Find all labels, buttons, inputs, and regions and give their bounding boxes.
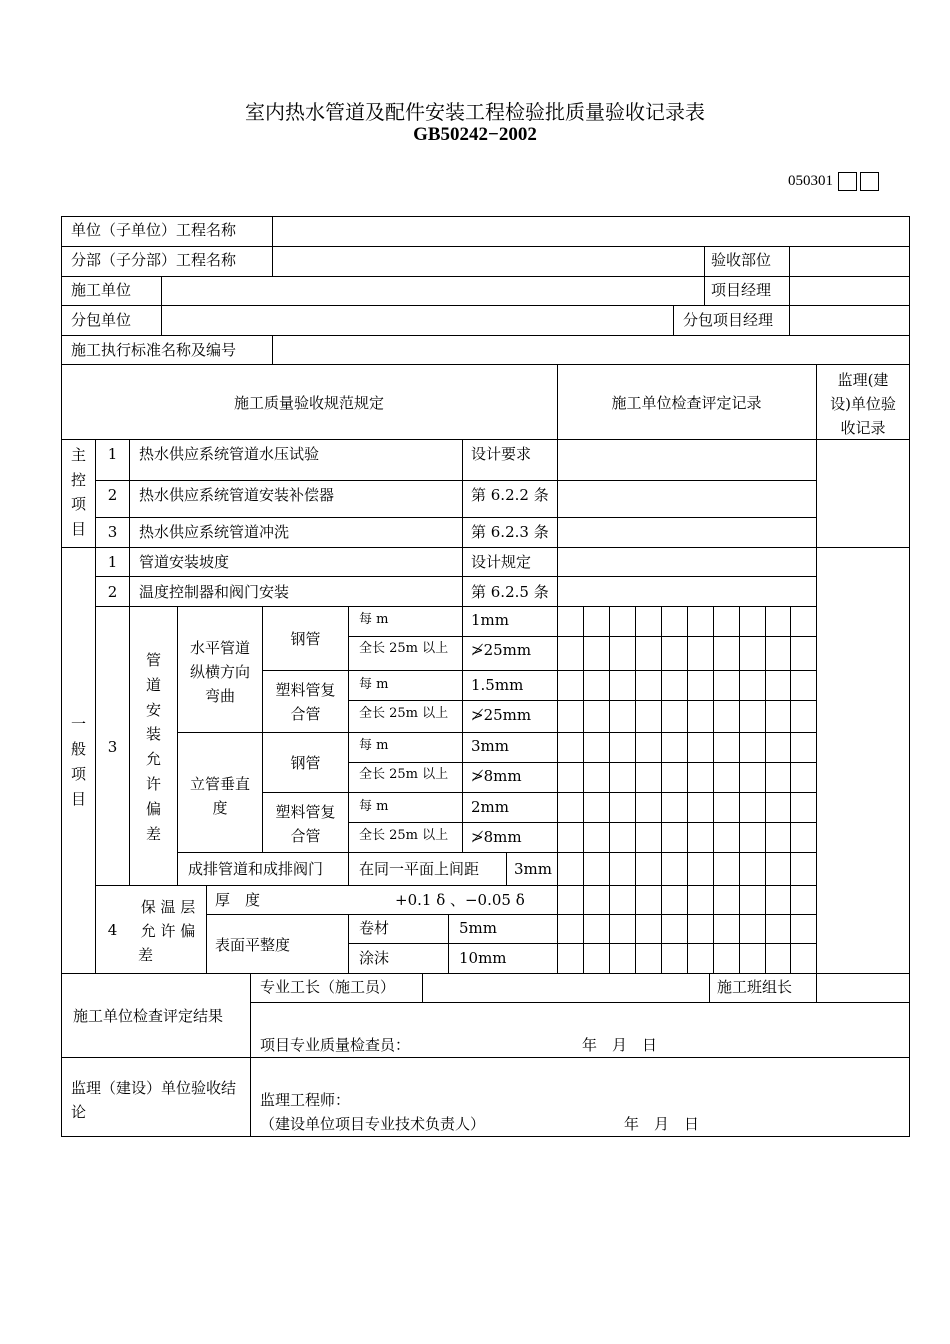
gen-item-no: 4 xyxy=(107,921,118,939)
table-rule xyxy=(61,335,910,336)
table-rule xyxy=(687,606,688,974)
thickness-label: 厚 度 xyxy=(215,891,261,909)
gen-item-no: 3 xyxy=(107,738,118,756)
table-rule xyxy=(61,216,62,1137)
date-2: 年 月 日 xyxy=(624,1115,700,1133)
table-rule xyxy=(272,216,273,247)
unit-project-label: 单位（子单位）工程名称 xyxy=(71,221,237,239)
roll-value: 5mm xyxy=(459,919,497,937)
per-m-label: 每 m xyxy=(359,612,389,627)
ins-line: 差 xyxy=(138,946,154,964)
per-m-label: 每 m xyxy=(359,677,389,692)
construction-unit-label: 施工单位 xyxy=(71,281,132,299)
page-title: 室内热水管道及配件安装工程检验批质量验收记录表 xyxy=(245,100,705,124)
table-rule xyxy=(506,852,507,886)
full-length-label: 全长 25m 以上 xyxy=(359,706,449,721)
per-m-label: 每 m xyxy=(359,738,389,753)
table-rule xyxy=(95,576,817,577)
cat-char: 允 xyxy=(145,750,161,769)
table-rule xyxy=(609,606,610,974)
mc-item-no: 3 xyxy=(107,523,118,541)
tolerance-value: ≯8mm xyxy=(471,767,522,785)
cat-char: 安 xyxy=(145,700,161,719)
hz-line: 纵横方向 xyxy=(189,663,250,681)
table-rule xyxy=(713,606,714,974)
table-rule xyxy=(61,973,910,974)
table-rule xyxy=(789,305,790,336)
ins-line: 保 温 层 xyxy=(140,898,196,916)
hz-line: 弯曲 xyxy=(204,687,235,705)
table-rule xyxy=(262,670,817,671)
subcontract-manager-label: 分包项目经理 xyxy=(683,311,774,329)
full-length-label: 全长 25m 以上 xyxy=(359,767,449,782)
coat-label: 涂沫 xyxy=(359,949,390,967)
table-rule xyxy=(61,364,910,365)
table-rule xyxy=(348,606,349,886)
mc-item-name: 热水供应系统管道水压试验 xyxy=(139,445,320,463)
tolerance-value: ≯8mm xyxy=(471,828,522,846)
inspector-label: 项目专业质量检查员： xyxy=(260,1036,411,1054)
mc-item-name: 热水供应系统管道冲洗 xyxy=(139,523,290,541)
table-rule xyxy=(61,1057,910,1058)
table-rule xyxy=(789,246,790,277)
table-rule xyxy=(61,246,910,247)
supervision-line-2: 设)单位验 xyxy=(830,395,896,413)
per-m-label: 每 m xyxy=(359,799,389,814)
table-rule xyxy=(206,885,207,974)
hz-line: 水平管道 xyxy=(189,639,250,657)
gen-item-name: 管道安装坡度 xyxy=(139,553,230,571)
cat-char: 许 xyxy=(145,774,161,793)
table-rule xyxy=(262,792,817,793)
gen-item-name: 温度控制器和阀门安装 xyxy=(139,583,290,601)
foreman-label: 专业工长（施工员） xyxy=(260,978,396,996)
team-leader-label: 施工班组长 xyxy=(717,978,793,996)
table-rule xyxy=(61,439,910,440)
tolerance-value: ≯25mm xyxy=(471,706,532,724)
sub-project-label: 分部（子分部）工程名称 xyxy=(71,251,237,269)
main-control-group-label xyxy=(62,443,95,541)
code-box-2[interactable] xyxy=(860,172,879,191)
tolerance-value: ≯25mm xyxy=(471,641,532,659)
mc-item-no: 2 xyxy=(107,486,118,504)
table-rule xyxy=(816,364,817,974)
thickness-value: +0.1 δ 、−0.05 δ xyxy=(395,891,525,909)
table-rule xyxy=(161,276,162,306)
supervision-column-header xyxy=(817,368,909,440)
table-rule xyxy=(250,1002,910,1003)
project-manager-label: 项目经理 xyxy=(711,281,772,299)
table-rule xyxy=(816,973,817,1003)
insulation-category xyxy=(130,895,206,967)
coat-value: 10mm xyxy=(459,949,507,967)
standard-code: GB50242−2002 xyxy=(413,124,537,145)
table-rule xyxy=(61,276,910,277)
standard-name-label: 施工执行标准名称及编号 xyxy=(71,341,237,359)
mc-char: 主 xyxy=(70,446,86,464)
mc-char: 控 xyxy=(70,470,86,489)
table-rule xyxy=(348,914,349,974)
table-rule xyxy=(206,914,817,915)
mc-char: 项 xyxy=(70,495,86,513)
gen-item-no: 1 xyxy=(107,553,118,571)
cat-char: 装 xyxy=(145,725,161,744)
table-rule xyxy=(61,305,910,306)
plastic-pipe-label xyxy=(263,678,348,726)
table-rule xyxy=(462,606,463,853)
steel-pipe-label: 钢管 xyxy=(290,630,321,648)
table-rule xyxy=(95,606,817,607)
full-length-label: 全长 25m 以上 xyxy=(359,641,449,656)
gen-item-no: 2 xyxy=(107,583,118,601)
row-pipe-condition: 在同一平面上间距 xyxy=(359,860,480,878)
form-code-text: 050301 xyxy=(788,173,833,189)
concl-line: 论 xyxy=(71,1103,87,1121)
subcontract-unit-label: 分包单位 xyxy=(71,311,132,329)
table-rule xyxy=(909,216,910,1137)
concl-line: 监理（建设）单位验收结 xyxy=(71,1079,237,1097)
gen-char: 般 xyxy=(70,740,86,758)
supervision-line-1: 监理(建 xyxy=(837,371,889,389)
table-rule xyxy=(422,973,423,1003)
tolerance-value: 1.5mm xyxy=(471,676,524,694)
vt-line: 度 xyxy=(212,799,228,817)
table-rule xyxy=(789,276,790,306)
date-1: 年 月 日 xyxy=(582,1036,658,1054)
table-rule xyxy=(462,547,463,607)
table-rule xyxy=(161,305,162,336)
mc-item-req: 第 6.2.2 条 xyxy=(471,486,549,504)
row-pipe-label: 成排管道和成排阀门 xyxy=(188,860,324,878)
table-rule xyxy=(765,606,766,974)
plastic-pipe-label xyxy=(263,800,348,848)
table-rule xyxy=(583,606,584,974)
tolerance-value: 3mm xyxy=(471,737,509,755)
table-rule xyxy=(790,606,791,974)
gen-item-req: 第 6.2.5 条 xyxy=(471,583,549,601)
mc-item-no: 1 xyxy=(107,445,118,463)
ins-line: 允 许 偏 xyxy=(140,922,196,940)
pl-line: 塑料管复 xyxy=(275,681,336,699)
table-rule xyxy=(61,547,910,548)
gen-char: 一 xyxy=(70,715,86,733)
mc-item-req: 第 6.2.3 条 xyxy=(471,523,549,541)
engineer-label: 监理工程师： xyxy=(260,1091,351,1109)
pl-line: 合管 xyxy=(290,827,321,845)
owner-label: （建设单位项目专业技术负责人） xyxy=(260,1115,486,1133)
table-rule xyxy=(661,606,662,974)
table-rule xyxy=(95,517,817,518)
table-rule xyxy=(95,885,817,886)
table-rule xyxy=(704,246,705,277)
full-length-label: 全长 25m 以上 xyxy=(359,828,449,843)
table-rule xyxy=(448,914,449,974)
gen-char: 项 xyxy=(70,765,86,783)
acceptance-part-label: 验收部位 xyxy=(711,251,772,269)
general-group-label xyxy=(62,712,95,812)
gen-char: 目 xyxy=(70,790,86,808)
table-rule xyxy=(272,335,273,365)
tolerance-value: 1mm xyxy=(471,611,509,629)
table-rule xyxy=(348,943,817,944)
vertical-pipe-label xyxy=(178,772,262,820)
tolerance-value: 2mm xyxy=(471,798,509,816)
table-rule xyxy=(95,439,96,974)
conclusion-label xyxy=(71,1076,236,1124)
cat-char: 差 xyxy=(145,824,161,843)
table-rule xyxy=(177,852,817,853)
table-rule xyxy=(704,276,705,306)
result-label: 施工单位检查评定结果 xyxy=(73,1007,224,1025)
check-record-column-header: 施工单位检查评定记录 xyxy=(611,394,762,412)
mc-item-req: 设计要求 xyxy=(471,445,532,463)
cat-char: 道 xyxy=(145,675,161,694)
table-rule xyxy=(61,216,910,217)
table-rule xyxy=(462,439,463,548)
form-code xyxy=(788,172,879,191)
spec-column-header: 施工质量验收规范规定 xyxy=(233,394,384,412)
mc-char: 目 xyxy=(70,519,86,538)
code-box-1[interactable] xyxy=(838,172,857,191)
cat-char: 管 xyxy=(145,651,161,669)
table-rule xyxy=(557,364,558,974)
table-rule xyxy=(635,606,636,974)
table-rule xyxy=(250,973,251,1137)
pl-line: 塑料管复 xyxy=(275,803,336,821)
pl-line: 合管 xyxy=(290,705,321,723)
table-rule xyxy=(61,1136,910,1137)
table-rule xyxy=(272,246,273,277)
roll-label: 卷材 xyxy=(359,919,390,937)
steel-pipe-label: 钢管 xyxy=(290,754,321,772)
pipe-tolerance-category xyxy=(130,648,177,846)
flatness-label: 表面平整度 xyxy=(215,936,291,954)
table-rule xyxy=(709,973,710,1003)
vt-line: 立管垂直 xyxy=(189,775,250,793)
table-rule xyxy=(739,606,740,974)
gen-item-req: 设计规定 xyxy=(471,553,532,571)
mc-item-name: 热水供应系统管道安装补偿器 xyxy=(139,486,335,504)
supervision-line-3: 收记录 xyxy=(840,419,886,437)
row-pipe-value: 3mm xyxy=(514,860,552,878)
table-rule xyxy=(673,305,674,336)
horizontal-pipe-label xyxy=(178,636,262,708)
table-rule xyxy=(177,732,817,733)
cat-char: 偏 xyxy=(145,799,161,818)
table-rule xyxy=(95,480,817,481)
